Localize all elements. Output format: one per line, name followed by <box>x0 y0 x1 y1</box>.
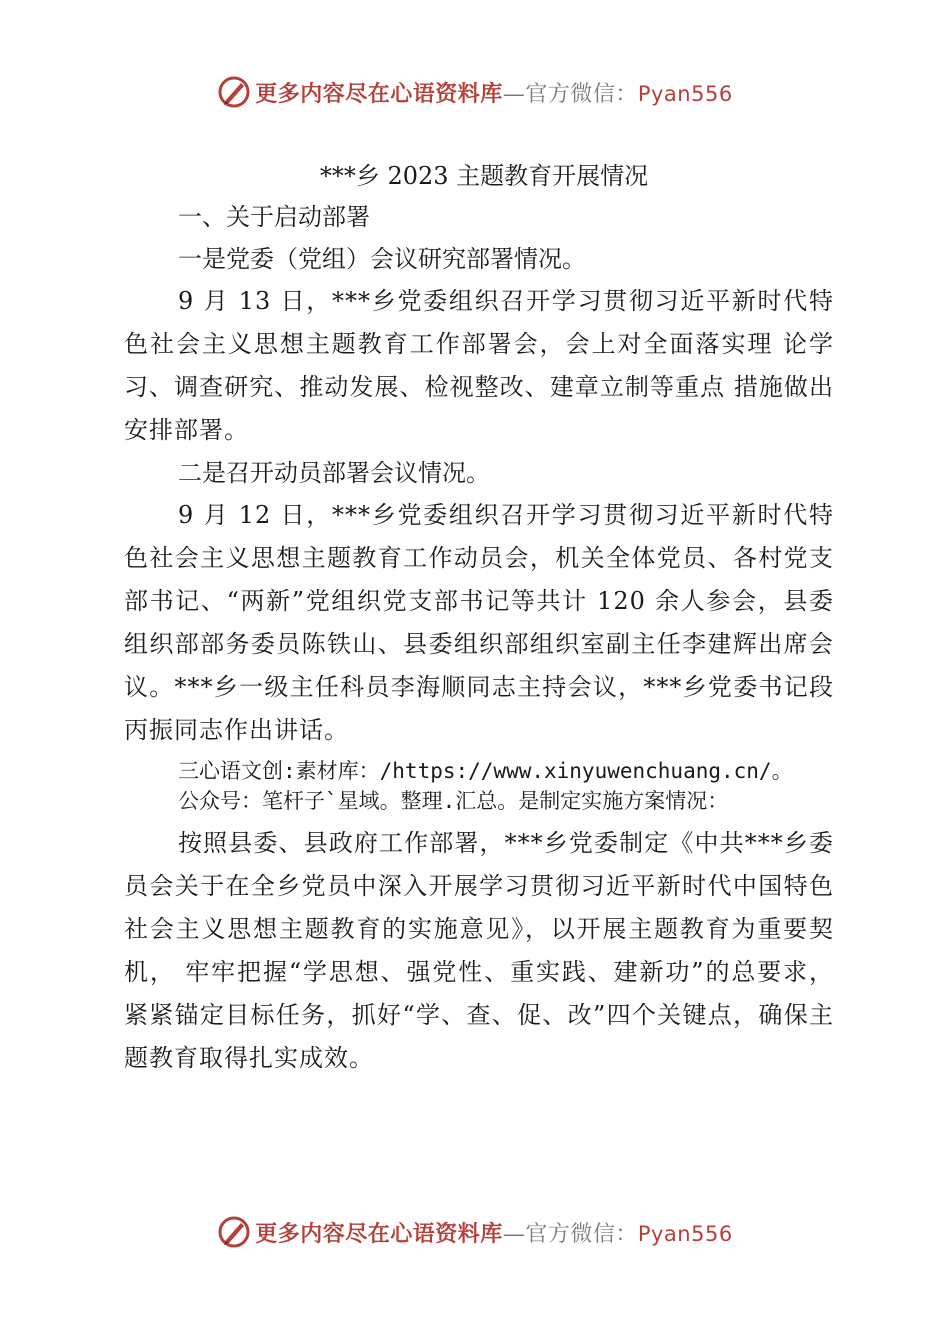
watermark-wechat-label: 官方微信： <box>525 81 638 107</box>
document-body <box>124 156 834 1080</box>
source-note-line-2: 公众号：笔杆子`星域。整理.汇总。是制定实施方案情况： <box>178 789 729 813</box>
paragraph-mobilization-meeting: 9 月 12 日，***乡党委组织召开学习贯彻习近平新时代特色社会主义思想主题教育工作动员会，机关全体党员、各村党支部书记、“两新”党组织党支部书记等共计 120 余人参会，县委组织部部务委员陈铁山、县委组织部组织室副主任李建辉出席会议。***乡一级主任科员李海顺同志主持会议，***乡党委书记段丙振同志作出讲话。 <box>124 501 834 744</box>
subheading-party-meeting: 一是党委（党组）会议研究部署情况。 <box>178 245 586 273</box>
watermark-text <box>255 77 732 108</box>
watermark-dash: — <box>502 1221 526 1247</box>
footer-watermark <box>0 1210 950 1254</box>
section-heading-startup: 一、关于启动部署 <box>178 203 370 231</box>
watermark-wechat-id: Pyan556 <box>637 81 733 106</box>
header-watermark <box>0 70 950 114</box>
watermark-library-text: 更多内容尽在心语资料库 <box>255 1220 503 1247</box>
pen-seal-logo-icon <box>217 75 251 109</box>
document-title: ***乡 2023 主题教育开展情况 <box>319 162 649 190</box>
paragraph-implementation-plan: 按照县委、县政府工作部署，***乡党委制定《中共***乡委员会关于在全乡党员中深入开展学习贯彻习近平新时代中国特色社会主义思想主题教育的实施意见》，以开展主题教育为重要契机， 牢牢把握“学思想、强党性、重实践、建新功”的总要求，紧紧锚定目标任务，抓好“学、查、促、改”四个关键点，确保主题教育取得扎实成效。 <box>124 829 834 1072</box>
watermark-dash: — <box>502 81 526 107</box>
watermark-wechat-id: Pyan556 <box>637 1221 733 1246</box>
pen-seal-logo-icon <box>217 1215 251 1249</box>
source-note-line-1: 三心语文创:素材库：/https://www.xinyuwenchuang.cn/。 <box>178 759 793 783</box>
watermark-text <box>255 1217 732 1248</box>
watermark-wechat-label: 官方微信： <box>525 1221 638 1247</box>
inserted-source-note <box>124 756 834 816</box>
subheading-mobilization-meeting: 二是召开动员部署会议情况。 <box>178 459 490 487</box>
paragraph-deployment-meeting: 9 月 13 日，***乡党委组织召开学习贯彻习近平新时代特色社会主义思想主题教育工作部署会，会上对全面落实理 论学习、调查研究、推动发展、检视整改、建章立制等重点 措施做出安排部署。 <box>124 287 834 444</box>
watermark-library-text: 更多内容尽在心语资料库 <box>255 80 503 107</box>
